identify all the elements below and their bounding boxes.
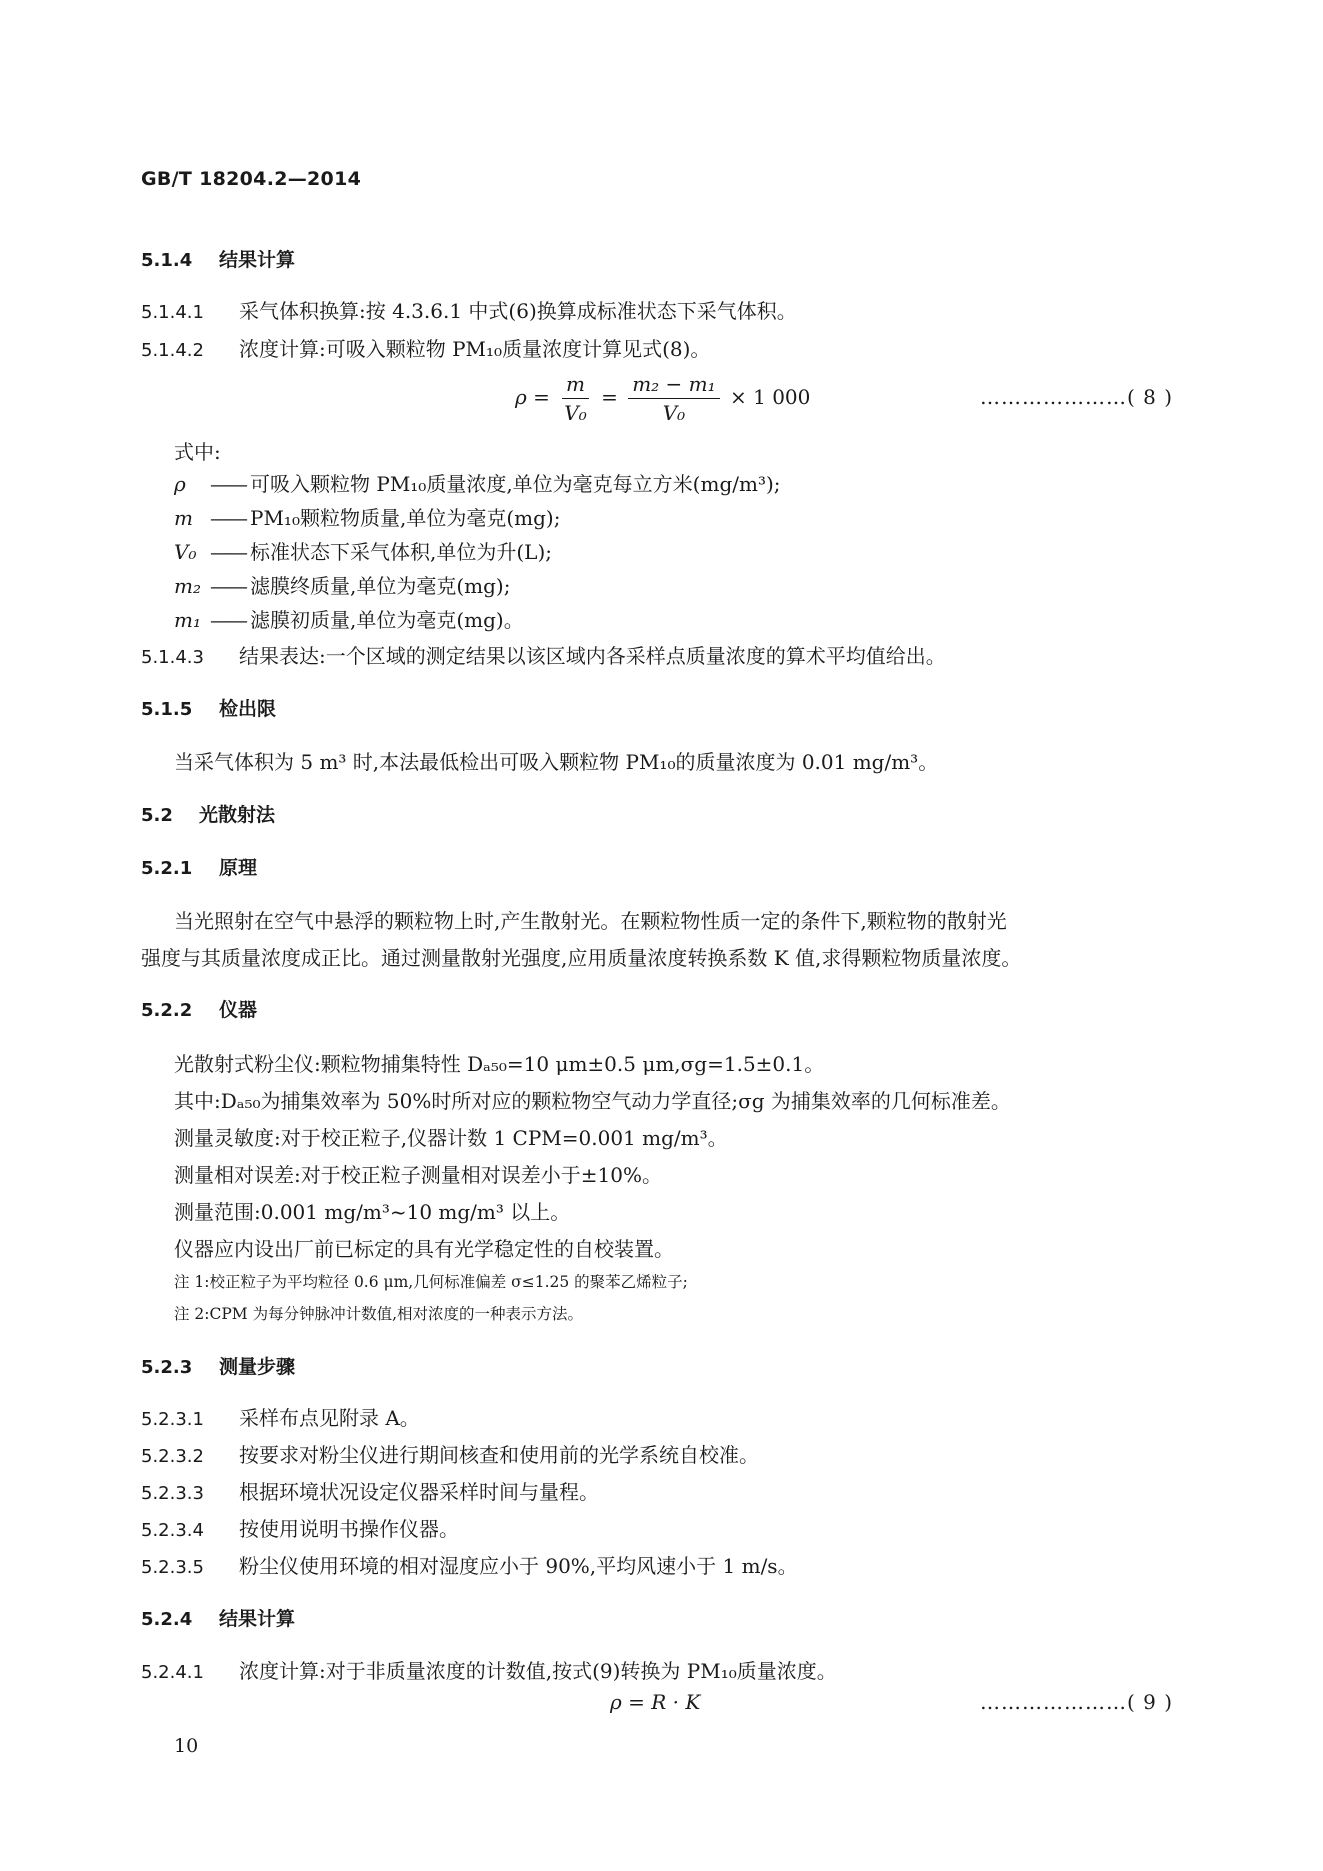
principle-line-2: 强度与其质量浓度成正比。通过测量散射光强度,应用质量浓度转换系数 K 值,求得颗粒物质量浓度。 — [141, 946, 1022, 970]
definition-text: 标准状态下采气体积,单位为升(L); — [250, 540, 552, 564]
section-title: 检出限 — [219, 698, 277, 720]
clause-number: 5.2.3.3 — [141, 1483, 204, 1504]
section-number: 5.1.5 — [141, 699, 193, 720]
fraction-denominator: V₀ — [662, 401, 686, 425]
heading-5-2-2 — [141, 995, 257, 1023]
heading-5-2 — [141, 800, 275, 828]
page-number: 10 — [174, 1735, 199, 1757]
heading-5-2-3 — [141, 1352, 295, 1380]
clause-number: 5.1.4.3 — [141, 647, 204, 668]
clause-text: 浓度计算:对于非质量浓度的计数值,按式(9)转换为 PM₁₀质量浓度。 — [239, 1659, 837, 1683]
section-number: 5.2.3 — [141, 1357, 193, 1378]
clause-5-2-4-1 — [141, 1657, 837, 1685]
definition-symbol: V₀ — [174, 540, 197, 564]
clause-number: 5.1.4.1 — [141, 302, 204, 323]
clause-number: 5.2.3.1 — [141, 1409, 204, 1430]
formula-8: ρ = $\frac{m}{\text{V₀}}$ = $\frac{\text{m₂ − m₁}}{\text{V₀}}$ × 1 000 — [515, 372, 811, 425]
section-title: 结果计算 — [219, 1608, 296, 1630]
formula-multiplier: × 1 000 — [730, 385, 811, 409]
clause-number: 5.2.4.1 — [141, 1662, 204, 1683]
clause-number: 5.2.3.4 — [141, 1520, 204, 1541]
definition-symbol: m₁ — [174, 608, 201, 632]
note-2: 注 2:CPM 为每分钟脉冲计数值,相对浓度的一种表示方法。 — [174, 1305, 584, 1323]
instrument-line: 测量范围:0.001 mg/m³~10 mg/m³ 以上。 — [174, 1200, 571, 1224]
instrument-line: 测量相对误差:对于校正粒子测量相对误差小于±10%。 — [174, 1163, 662, 1187]
heading-5-1-5 — [141, 694, 276, 722]
where-label: 式中: — [174, 440, 221, 464]
clause-5-1-4-1 — [141, 297, 797, 325]
definition-item: V₀ —— 标准状态下采气体积,单位为升(L); — [174, 540, 552, 564]
definition-symbol: m₂ — [174, 574, 201, 598]
section-title: 原理 — [219, 857, 258, 879]
fraction-denominator: V₀ — [564, 401, 587, 425]
heading-5-2-4 — [141, 1604, 295, 1632]
step-item — [141, 1404, 420, 1432]
clause-5-1-4-2 — [141, 335, 710, 363]
instrument-line: 其中:Dₐ₅₀为捕集效率为 50%时所对应的颗粒物空气动力学直径;σg 为捕集效率的几何标准差。 — [174, 1089, 1011, 1113]
document-id: GB/T 18204.2—2014 — [141, 168, 362, 190]
instrument-line: 仪器应内设出厂前已标定的具有光学稳定性的自校装置。 — [174, 1237, 674, 1261]
step-item — [141, 1552, 798, 1580]
section-number: 5.2.1 — [141, 858, 193, 879]
fraction-1 — [560, 372, 590, 425]
clause-text: 浓度计算:可吸入颗粒物 PM₁₀质量浓度计算见式(8)。 — [239, 337, 711, 361]
fraction-numerator: m — [562, 372, 589, 399]
definition-item: ρ —— 可吸入颗粒物 PM₁₀质量浓度,单位为毫克每立方米(mg/m³); — [174, 472, 781, 496]
equation-number-9: …………………( 9 ) — [980, 1690, 1174, 1714]
fraction-numerator: m₂ − m₁ — [628, 372, 719, 399]
paragraph-detection-limit: 当采气体积为 5 m³ 时,本法最低检出可吸入颗粒物 PM₁₀的质量浓度为 0.01 mg/m³。 — [174, 750, 939, 774]
section-title: 光散射法 — [199, 804, 276, 826]
clause-text: 根据环境状况设定仪器采样时间与量程。 — [239, 1480, 599, 1504]
section-title: 结果计算 — [219, 249, 296, 271]
clause-5-1-4-3 — [141, 642, 946, 670]
clause-number: 5.2.3.5 — [141, 1557, 204, 1578]
section-title: 测量步骤 — [219, 1356, 296, 1378]
definition-text: 滤膜初质量,单位为毫克(mg)。 — [250, 608, 524, 632]
section-number: 5.2 — [141, 805, 173, 826]
equation-number-8: …………………( 8 ) — [980, 385, 1174, 409]
definition-item: m₂ —— 滤膜终质量,单位为毫克(mg); — [174, 574, 511, 598]
clause-text: 结果表达:一个区域的测定结果以该区域内各采样点质量浓度的算术平均值给出。 — [239, 644, 946, 668]
section-number: 5.1.4 — [141, 250, 193, 271]
clause-number: 5.1.4.2 — [141, 340, 204, 361]
fraction-2 — [628, 372, 719, 425]
clause-text: 采气体积换算:按 4.3.6.1 中式(6)换算成标准状态下采气体积。 — [239, 299, 797, 323]
formula-lhs: ρ — [515, 385, 527, 409]
clause-number: 5.2.3.2 — [141, 1446, 204, 1467]
definition-text: 可吸入颗粒物 PM₁₀质量浓度,单位为毫克每立方米(mg/m³); — [250, 472, 781, 496]
definition-item: m —— PM₁₀颗粒物质量,单位为毫克(mg); — [174, 506, 561, 530]
step-item — [141, 1441, 759, 1469]
heading-5-1-4 — [141, 245, 295, 273]
step-item — [141, 1515, 459, 1543]
clause-text: 采样布点见附录 A。 — [239, 1406, 420, 1430]
definition-symbol: ρ — [174, 472, 186, 496]
section-title: 仪器 — [219, 999, 258, 1021]
definition-text: PM₁₀颗粒物质量,单位为毫克(mg); — [250, 506, 561, 530]
instrument-line: 测量灵敏度:对于校正粒子,仪器计数 1 CPM=0.001 mg/m³。 — [174, 1126, 728, 1150]
principle-line-1: 当光照射在空气中悬浮的颗粒物上时,产生散射光。在颗粒物性质一定的条件下,颗粒物的散射光 — [174, 909, 1007, 933]
clause-text: 按使用说明书操作仪器。 — [239, 1517, 459, 1541]
formula-9: ρ = R · K — [610, 1690, 701, 1714]
section-number: 5.2.2 — [141, 1000, 193, 1021]
step-item — [141, 1478, 599, 1506]
clause-text: 粉尘仪使用环境的相对湿度应小于 90%,平均风速小于 1 m/s。 — [239, 1554, 798, 1578]
note-1: 注 1:校正粒子为平均粒径 0.6 μm,几何标准偏差 σ≤1.25 的聚苯乙烯粒子; — [174, 1273, 688, 1291]
definition-symbol: m — [174, 506, 193, 530]
section-number: 5.2.4 — [141, 1609, 193, 1630]
definition-text: 滤膜终质量,单位为毫克(mg); — [250, 574, 511, 598]
instrument-line: 光散射式粉尘仪:颗粒物捕集特性 Dₐ₅₀=10 μm±0.5 μm,σg=1.5±0.1。 — [174, 1052, 825, 1076]
definition-item: m₁ —— 滤膜初质量,单位为毫克(mg)。 — [174, 608, 524, 632]
heading-5-2-1 — [141, 853, 257, 881]
clause-text: 按要求对粉尘仪进行期间核查和使用前的光学系统自校准。 — [239, 1443, 759, 1467]
